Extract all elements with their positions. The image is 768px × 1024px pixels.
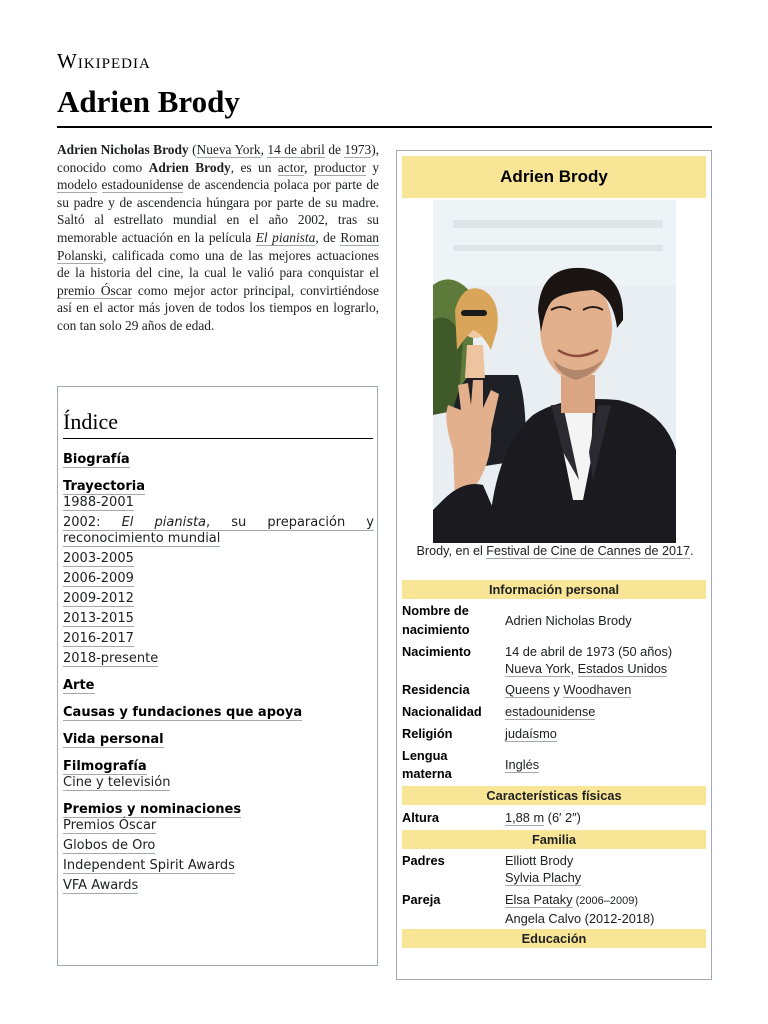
toc-sublist (63, 775, 374, 791)
intro-bold-text: Adrien Nicholas Brody (57, 142, 189, 157)
label-nationality: Nacionalidad (402, 704, 482, 719)
toc-item (63, 448, 374, 468)
label-parents: Padres (402, 853, 445, 868)
portrait-photo[interactable] (433, 200, 676, 543)
intro-text: , es un (230, 159, 278, 175)
intro-link[interactable]: modelo (57, 177, 98, 193)
intro-paragraph (57, 141, 379, 335)
toc-sublink[interactable]: Premios Óscar (63, 818, 157, 834)
intro-text (97, 177, 101, 192)
intro-text: de ascendencia polaca por parte de su padre y de ascendencia húngara por parte de su madre. Saltó al estrellato mundial en el año 2002, tras su memorable actuación en la película (57, 177, 379, 245)
intro-link[interactable]: estadounidense (101, 177, 184, 193)
value-religion (505, 725, 705, 742)
toc-item (63, 755, 374, 791)
caption-period: . (690, 544, 694, 558)
birth-country-link[interactable]: Estados Unidos (577, 661, 668, 676)
intro-text: ), conocido como (57, 142, 379, 175)
wikipedia-wordmark[interactable]: Wikipedia (57, 49, 151, 73)
toc-title: Índice (63, 409, 373, 439)
toc-subitem (63, 591, 374, 607)
partner-years-pataky: (2006–2009) (572, 895, 639, 907)
label-partner: Pareja (402, 892, 441, 907)
toc-item (63, 798, 374, 894)
toc-subitem (63, 878, 374, 894)
toc-sublink[interactable]: 2006-2009 (63, 571, 134, 587)
toc-link[interactable]: Causas y fundaciones que apoya (63, 705, 303, 721)
toc-sublink[interactable]: Cine y televisión (63, 775, 171, 791)
toc-item (63, 674, 374, 694)
toc-subitem (63, 611, 374, 627)
intro-text: ( (188, 142, 197, 157)
toc-sublink[interactable]: VFA Awards (63, 878, 139, 894)
intro-link[interactable]: Roman Polanski (57, 229, 379, 263)
value-residence (505, 681, 705, 698)
toc-subitem (63, 515, 374, 547)
caption-text: Brody, en el (416, 544, 487, 558)
toc-subitem (63, 631, 374, 647)
toc-link[interactable]: Arte (63, 678, 95, 694)
intro-text: , calificada como una de las mejores actuaciones de la historia del cine, la cual le valió para conquistar el (57, 247, 379, 281)
intro-link[interactable]: El pianista (255, 229, 316, 245)
label-birth-name: Nombre de nacimiento (402, 603, 470, 637)
intro-text: como mejor actor principal, convirtiéndose así en el actor más joven de todos los tiempos en lograrlo, con tan solo 29 años de edad. (57, 282, 379, 333)
intro-link[interactable]: 14 de abril (267, 142, 325, 157)
toc-sublink[interactable]: Independent Spirit Awards (63, 858, 235, 874)
toc-link[interactable]: Biografía (63, 452, 130, 467)
table-of-contents (57, 386, 378, 966)
toc-sublink[interactable]: 2002: El pianista, su preparación y reconocimiento mundial (63, 515, 374, 546)
residence-link-woodhaven[interactable]: Woodhaven (563, 682, 632, 697)
value-birth (505, 643, 705, 677)
toc-subitem (63, 551, 374, 567)
height-metric-link[interactable]: 1,88 m (505, 810, 545, 825)
height-imperial: (6′ 2″) (544, 810, 581, 825)
intro-text: , de (315, 229, 341, 245)
toc-subitem (63, 775, 374, 791)
toc-link[interactable]: Filmografía (63, 759, 147, 775)
intro-link[interactable]: premio Óscar (57, 282, 133, 298)
section-header-physical: Características físicas (402, 786, 706, 805)
birth-city-link[interactable]: Nueva York (505, 661, 571, 676)
label-residence: Residencia (402, 682, 470, 697)
toc-subitem (63, 838, 374, 854)
toc-sublink[interactable]: 2013-2015 (63, 611, 134, 627)
residence-join: y (549, 682, 564, 697)
parent-mother-link[interactable]: Sylvia Plachy (505, 870, 582, 885)
toc-item (63, 475, 374, 667)
toc-item (63, 701, 374, 721)
toc-item (63, 728, 374, 748)
toc-sublink[interactable]: 2003-2005 (63, 550, 134, 566)
toc-sublink[interactable]: 1988-2001 (63, 495, 134, 510)
partner-calvo: Angela Calvo (2012-2018) (505, 911, 655, 926)
intro-link[interactable]: actor (277, 159, 305, 175)
value-height (505, 809, 705, 826)
residence-link-queens[interactable]: Queens (505, 682, 550, 697)
label-birth: Nacimiento (402, 644, 471, 659)
intro-link[interactable]: productor (313, 159, 366, 175)
toc-subitem (63, 651, 374, 667)
toc-sublink[interactable]: 2016-2017 (63, 631, 134, 647)
toc-sublink[interactable]: 2018-presente (63, 651, 159, 667)
intro-link[interactable]: Nueva York (196, 142, 261, 157)
toc-link[interactable]: Premios y nominaciones (63, 802, 242, 818)
value-nationality (505, 703, 705, 720)
value-birth-name: Adrien Nicholas Brody (505, 613, 632, 628)
title-divider (57, 126, 712, 128)
caption-link[interactable]: Festival de Cine de Cannes de 2017 (486, 544, 690, 558)
intro-text: y (365, 159, 380, 175)
birth-separator: , (570, 661, 578, 676)
intro-bold-text: Adrien Brody (148, 159, 231, 175)
toc-link[interactable]: Trayectoria (63, 479, 146, 494)
label-height: Altura (402, 810, 439, 825)
section-header-education: Educación (402, 929, 706, 948)
label-language: Lengua materna (402, 748, 452, 781)
infobox (396, 150, 712, 980)
toc-subitem (63, 858, 374, 874)
language-link[interactable]: Inglés (505, 757, 540, 772)
toc-sublist (63, 495, 374, 667)
intro-text: , (304, 159, 314, 175)
partner-link-pataky[interactable]: Elsa Pataky (505, 892, 573, 907)
intro-text: , (260, 142, 268, 157)
toc-subitem (63, 818, 374, 834)
toc-subitem (63, 571, 374, 587)
toc-list (63, 448, 374, 901)
birth-date: 14 de abril de 1973 (50 años) (505, 644, 673, 659)
page-title: Adrien Brody (57, 84, 240, 119)
label-religion: Religión (402, 726, 453, 741)
value-partner (505, 891, 705, 927)
intro-text: de (324, 142, 345, 157)
toc-sublink[interactable]: 2009-2012 (63, 591, 134, 607)
toc-sublink[interactable]: Globos de Oro (63, 838, 156, 854)
parent-father: Elliott Brody (505, 853, 574, 868)
section-header-family: Familia (402, 830, 706, 849)
value-language (505, 756, 705, 773)
photo-caption (409, 542, 701, 560)
nationality-link[interactable]: estadounidense (505, 704, 596, 719)
section-header-personal: Información personal (402, 580, 706, 599)
toc-sublist (63, 818, 374, 894)
intro-link[interactable]: 1973 (344, 142, 372, 157)
toc-link[interactable]: Vida personal (63, 732, 164, 748)
religion-link[interactable]: judaísmo (505, 726, 557, 741)
value-parents (505, 852, 705, 886)
toc-subitem (63, 495, 374, 511)
infobox-title: Adrien Brody (402, 156, 706, 198)
